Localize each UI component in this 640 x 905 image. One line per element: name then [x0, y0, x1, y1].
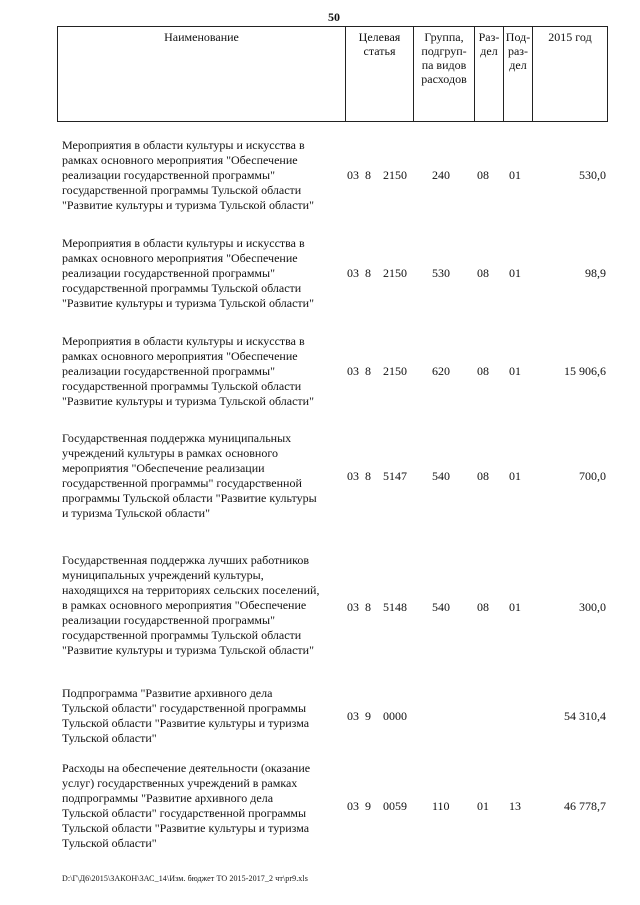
- subsection-code: 13: [509, 799, 521, 813]
- header-subsection-line: Под-: [505, 30, 531, 44]
- row-name-line: реализации государственной программы": [62, 168, 275, 182]
- header-section-line: дел: [480, 44, 498, 58]
- row-name-line: "Развитие культуры и туризма Тульской области": [62, 296, 314, 310]
- row-name-line: Тульской области" государственной программы: [62, 806, 307, 820]
- target-article-part: 8: [365, 266, 371, 280]
- target-article-part: 03: [347, 709, 359, 723]
- target-article-part: 2150: [383, 168, 407, 182]
- header-group-line: подгруп-: [421, 44, 467, 58]
- row-name-line: государственной программы Тульской области: [62, 628, 302, 642]
- row-name-line: Государственная поддержка лучших работников: [62, 553, 310, 567]
- subsection-code: 01: [509, 168, 521, 182]
- target-article-part: 0059: [383, 799, 407, 813]
- target-article-part: 03: [347, 469, 359, 483]
- amount-2015: 15 906,6: [564, 364, 606, 378]
- row-name-line: Мероприятия в области культуры и искусства в: [62, 236, 305, 250]
- section-code: 08: [477, 364, 489, 378]
- row-name: [62, 761, 348, 851]
- amount-2015: 530,0: [579, 168, 606, 182]
- expense-group: 110: [432, 799, 450, 813]
- row-name-line: "Развитие культуры и туризма Тульской области": [62, 394, 314, 408]
- subsection-code: 01: [509, 364, 521, 378]
- row-name-line: государственной программы Тульской области: [62, 281, 302, 295]
- header-group-line: Группа,: [424, 30, 464, 44]
- row-name-line: "Развитие культуры и туризма Тульской области": [62, 643, 314, 657]
- row-name-line: Тульской области "Развитие культуры и туризма: [62, 716, 310, 730]
- row-name-line: рамках основного мероприятия "Обеспечение: [62, 349, 298, 363]
- header-year-text: 2015 год: [548, 30, 592, 44]
- file-path-footer: D:\Г\Д6\2015\ЗАКОН\ЗАС_14\Изм. бюджет ТО 2015-2017_2 чт\pr9.xls: [62, 874, 308, 883]
- target-article-part: 03: [347, 799, 359, 813]
- row-name-line: Тульской области": [62, 731, 157, 745]
- target-article-part: 9: [365, 709, 371, 723]
- row-name-line: Государственная поддержка муниципальных: [62, 431, 292, 445]
- target-article-part: 2150: [383, 364, 407, 378]
- header-section: [475, 27, 504, 121]
- row-name-line: программы Тульской области "Развитие культуры: [62, 491, 317, 505]
- row-name-line: Расходы на обеспечение деятельности (оказание: [62, 761, 311, 775]
- target-article-part: 8: [365, 469, 371, 483]
- row-name-line: Мероприятия в области культуры и искусства в: [62, 334, 305, 348]
- header-target-line: статья: [363, 44, 396, 58]
- subsection-code: 01: [509, 469, 521, 483]
- row-name-line: муниципальных учреждений культуры,: [62, 568, 264, 582]
- section-code: 08: [477, 600, 489, 614]
- target-article-part: 8: [365, 364, 371, 378]
- expense-group: 240: [432, 168, 450, 182]
- row-name: [62, 553, 348, 658]
- row-name-line: государственной программы" государственной: [62, 476, 302, 490]
- amount-2015: 700,0: [579, 469, 606, 483]
- target-article-part: 5147: [383, 469, 407, 483]
- page-number: 50: [328, 10, 340, 24]
- header-year-2015: [533, 27, 608, 121]
- subsection-code: 01: [509, 266, 521, 280]
- header-name-text: Наименование: [164, 30, 239, 44]
- target-article-part: 03: [347, 600, 359, 614]
- subsection-code: 01: [509, 600, 521, 614]
- expense-group: 540: [432, 469, 450, 483]
- row-name-line: находящихся на территориях сельских поселений,: [62, 583, 320, 597]
- header-group-line: па видов: [421, 58, 467, 72]
- row-name: [62, 431, 348, 521]
- header-subsection: [504, 27, 533, 121]
- header-group-line: расходов: [421, 72, 467, 86]
- row-name-line: Тульской области": [62, 836, 157, 850]
- amount-2015: 98,9: [585, 266, 606, 280]
- target-article-part: 8: [365, 168, 371, 182]
- row-name-line: "Развитие культуры и туризма Тульской области": [62, 198, 314, 212]
- row-name-line: рамках основного мероприятия "Обеспечение: [62, 153, 298, 167]
- header-subsection-line: раз-: [507, 44, 529, 58]
- section-code: 08: [477, 469, 489, 483]
- amount-2015: 300,0: [579, 600, 606, 614]
- target-article-part: 2150: [383, 266, 407, 280]
- row-name: [62, 138, 348, 213]
- row-name-line: реализации государственной программы": [62, 266, 275, 280]
- row-name-line: учреждений культуры в рамках основного: [62, 446, 278, 460]
- target-article-part: 0000: [383, 709, 407, 723]
- row-name-line: Мероприятия в области культуры и искусства в: [62, 138, 305, 152]
- row-name-line: в рамках основного мероприятия "Обеспечение: [62, 598, 307, 612]
- expense-group: 620: [432, 364, 450, 378]
- target-article-part: 5148: [383, 600, 407, 614]
- header-subsection-line: дел: [509, 58, 527, 72]
- target-article-part: 03: [347, 266, 359, 280]
- amount-2015: 46 778,7: [564, 799, 606, 813]
- amount-2015: 54 310,4: [564, 709, 606, 723]
- row-name-line: и туризма Тульской области": [62, 506, 210, 520]
- header-target-line: Целевая: [358, 30, 401, 44]
- row-name-line: Тульской области" государственной программы: [62, 701, 307, 715]
- row-name-line: Тульской области "Развитие культуры и туризма: [62, 821, 310, 835]
- section-code: 08: [477, 168, 489, 182]
- row-name: [62, 334, 348, 409]
- row-name: [62, 686, 348, 746]
- target-article-part: 03: [347, 168, 359, 182]
- expense-group: 540: [432, 600, 450, 614]
- section-code: 01: [477, 799, 489, 813]
- header-section-line: Раз-: [478, 30, 500, 44]
- header-name: [58, 27, 346, 121]
- row-name-line: рамках основного мероприятия "Обеспечение: [62, 251, 298, 265]
- expense-group: 530: [432, 266, 450, 280]
- header-target-article: [346, 27, 414, 121]
- row-name-line: мероприятия "Обеспечение реализации: [62, 461, 265, 475]
- row-name-line: государственной программы Тульской области: [62, 183, 302, 197]
- target-article-part: 03: [347, 364, 359, 378]
- table-header: [57, 26, 608, 122]
- row-name-line: Подпрограмма "Развитие архивного дела: [62, 686, 273, 700]
- row-name-line: реализации государственной программы": [62, 613, 275, 627]
- row-name-line: государственной программы Тульской области: [62, 379, 302, 393]
- row-name: [62, 236, 348, 311]
- target-article-part: 9: [365, 799, 371, 813]
- row-name-line: услуг) государственных учреждений в рамках: [62, 776, 298, 790]
- header-expense-group: [414, 27, 475, 121]
- section-code: 08: [477, 266, 489, 280]
- row-name-line: подпрограммы "Развитие архивного дела: [62, 791, 274, 805]
- target-article-part: 8: [365, 600, 371, 614]
- row-name-line: реализации государственной программы": [62, 364, 275, 378]
